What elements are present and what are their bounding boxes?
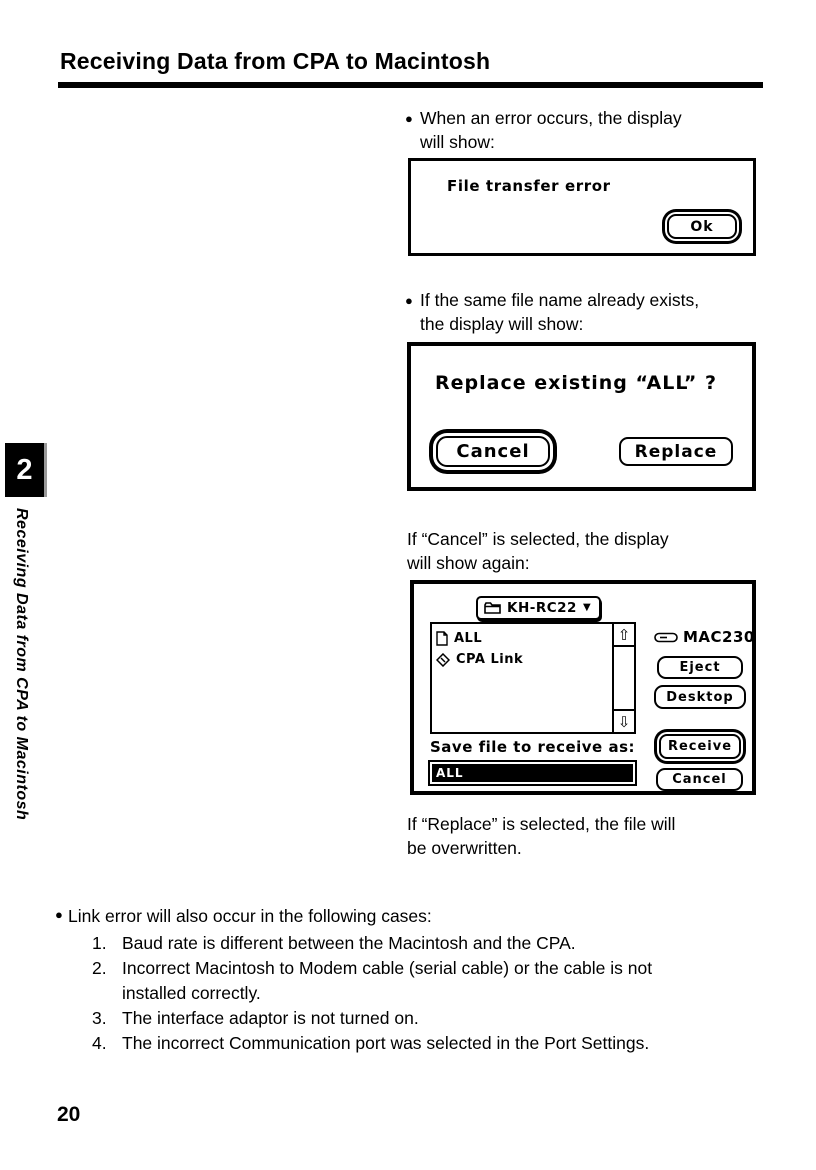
ok-button-label: Ok	[690, 218, 714, 235]
list-item	[92, 1031, 722, 1056]
file-name: CPA Link	[456, 652, 524, 667]
desktop-button-label: Desktop	[666, 689, 734, 705]
scroll-up-icon: ⇧	[617, 626, 631, 644]
list-item	[92, 931, 722, 956]
exists-note-line2: the display will show:	[420, 314, 584, 334]
file-listbox	[430, 622, 636, 734]
item-number: 2.	[92, 958, 107, 978]
exists-note	[405, 288, 699, 336]
folder-dropdown[interactable]	[476, 596, 601, 620]
file-name: ALL	[454, 631, 483, 646]
desktop-button[interactable]	[654, 685, 746, 709]
receive-button[interactable]	[659, 734, 741, 759]
bullet-icon: ●	[405, 111, 413, 126]
list-item-file[interactable]	[436, 628, 612, 649]
document-icon	[436, 631, 448, 646]
item-text: Incorrect Macintosh to Modem cable (serial cable) or the cable is not installed correctly.	[122, 958, 653, 1003]
item-text: Baud rate is different between the Macintosh and the CPA.	[122, 933, 576, 953]
exists-note-line1: If the same file name already exists,	[420, 290, 700, 310]
filename-selected-text: ALL	[432, 764, 633, 782]
cancel-button-label: Cancel	[456, 441, 530, 462]
scroll-up-button[interactable]	[614, 624, 634, 647]
cancel-note-line2: will show again:	[407, 553, 530, 573]
error-note-line1: When an error occurs, the display	[420, 108, 682, 128]
filename-input[interactable]	[428, 760, 637, 786]
replace-dialog-title: Replace existing “ALL” ?	[435, 372, 718, 394]
app-diamond-icon	[436, 653, 450, 667]
cancel-button[interactable]	[436, 436, 550, 467]
page-number: 20	[57, 1103, 81, 1126]
item-number: 1.	[92, 933, 107, 953]
error-note-line2: will show:	[420, 132, 495, 152]
cancel-note	[407, 527, 669, 575]
cancel-button-label: Cancel	[672, 772, 727, 787]
eject-button-label: Eject	[679, 660, 721, 675]
chapter-tab	[5, 443, 47, 497]
disk-indicator	[654, 628, 755, 646]
list-item-app[interactable]	[436, 649, 612, 670]
cancel-button[interactable]	[656, 768, 743, 791]
bullet-icon: ●	[55, 907, 63, 922]
receive-button-label: Receive	[667, 739, 733, 754]
error-note	[405, 106, 682, 154]
replace-existing-dialog	[407, 342, 756, 491]
replace-note-line2: be overwritten.	[407, 838, 522, 858]
bullet-icon: ●	[405, 293, 413, 308]
file-transfer-error-dialog	[408, 158, 756, 256]
item-number: 4.	[92, 1033, 107, 1053]
page-title: Receiving Data from CPA to Macintosh	[60, 48, 491, 74]
sidebar-chapter-label: Receiving Data from CPA to Macintosh	[13, 508, 30, 821]
disk-name: MAC230	[683, 628, 755, 646]
folder-icon	[484, 602, 501, 614]
replace-note	[407, 812, 675, 860]
chapter-number: 2	[16, 453, 33, 486]
item-number: 3.	[92, 1008, 107, 1028]
link-error-intro-text: Link error will also occur in the following cases:	[68, 906, 432, 926]
cancel-note-line1: If “Cancel” is selected, the display	[407, 529, 669, 549]
scroll-down-icon: ⇩	[617, 713, 631, 731]
receive-file-dialog	[410, 580, 756, 795]
replace-button-label: Replace	[634, 441, 718, 462]
list-item	[92, 1006, 722, 1031]
eject-button[interactable]	[657, 656, 743, 679]
replace-button[interactable]	[619, 437, 733, 466]
folder-dropdown-label: KH-RC22	[507, 600, 577, 616]
item-text: The incorrect Communication port was selected in the Port Settings.	[122, 1033, 650, 1053]
save-as-label: Save file to receive as:	[430, 738, 636, 756]
link-error-list	[92, 931, 722, 1056]
error-dialog-message: File transfer error	[447, 177, 611, 195]
list-item	[92, 956, 722, 1006]
replace-note-line1: If “Replace” is selected, the file will	[407, 814, 676, 834]
item-text: The interface adaptor is not turned on.	[122, 1008, 419, 1028]
ok-button[interactable]	[667, 214, 737, 239]
list-scrollbar[interactable]	[612, 624, 634, 732]
chevron-down-icon: ▼	[582, 602, 592, 613]
scroll-down-button[interactable]	[614, 709, 634, 732]
title-rule	[58, 82, 763, 88]
link-error-intro	[55, 906, 432, 927]
disk-icon	[654, 632, 678, 643]
